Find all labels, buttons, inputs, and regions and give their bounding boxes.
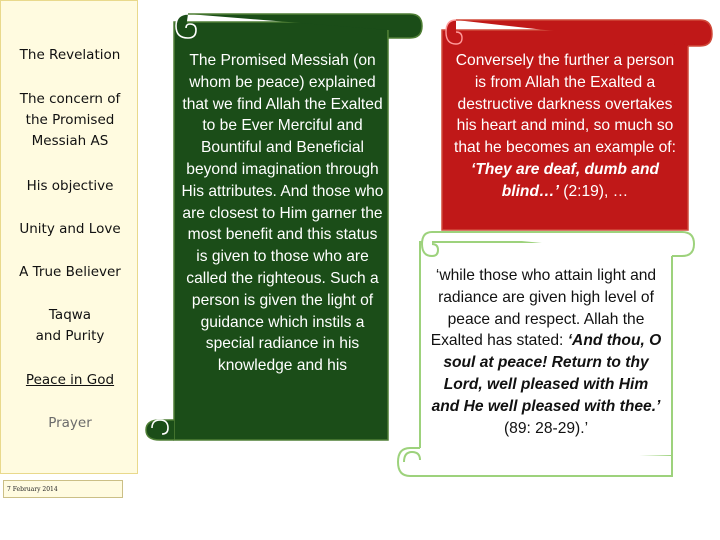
nav-item-true-believer[interactable]: A True Believer [19,264,121,280]
light-scroll-quote: ‘And thou, O soul at peace! Return to thy Lord, well pleased with Him and He well pleased with thee.’ [431,332,662,415]
light-scroll-text [428,265,664,439]
light-scroll-line: ‘while those who attain light and radiance are given high level of peace and respect. Allah the Exalted has stated: [430,267,657,350]
nav-item-concern-promised-messiah[interactable]: The concern of the Promised Messiah AS [19,91,121,149]
red-scroll-ref: (2:19), … [563,182,629,200]
nav-item-prayer[interactable]: Prayer [48,415,92,431]
green-scroll-text: The Promised Messiah (on whom be peace) explained that we find Allah the Exalted to be Ever Merciful and Bountiful and Beneficial beyond imagination through His attributes. And those who are closest to Him garner the most benefit and this status is given to those who are called the righteous. Such a person is given the light of guidance which instils a special radiance in his knowledge and his [181,52,384,375]
light-scroll-ref: (89: 28-29).’ [503,419,589,437]
nav-item-taqwa-and-purity[interactable]: Taqwa and Purity [35,307,105,344]
red-scroll-quote: ‘They are deaf, dumb and blind…’ [470,160,660,200]
red-scroll-text [448,50,682,203]
nav-item-the-revelation[interactable]: The Revelation [19,47,121,63]
date-footer: 7 February 2014 [3,480,123,498]
nav-item-unity-and-love[interactable]: Unity and Love [19,221,121,237]
red-scroll-line: Conversely the further a person is from Allah the Exalted a destructive darkness overtakes his heart and mind, so much so that he becomes an example of: [454,52,676,157]
nav-item-his-objective[interactable]: His objective [26,178,114,194]
nav-item-peace-in-god[interactable]: Peace in God [25,372,115,388]
